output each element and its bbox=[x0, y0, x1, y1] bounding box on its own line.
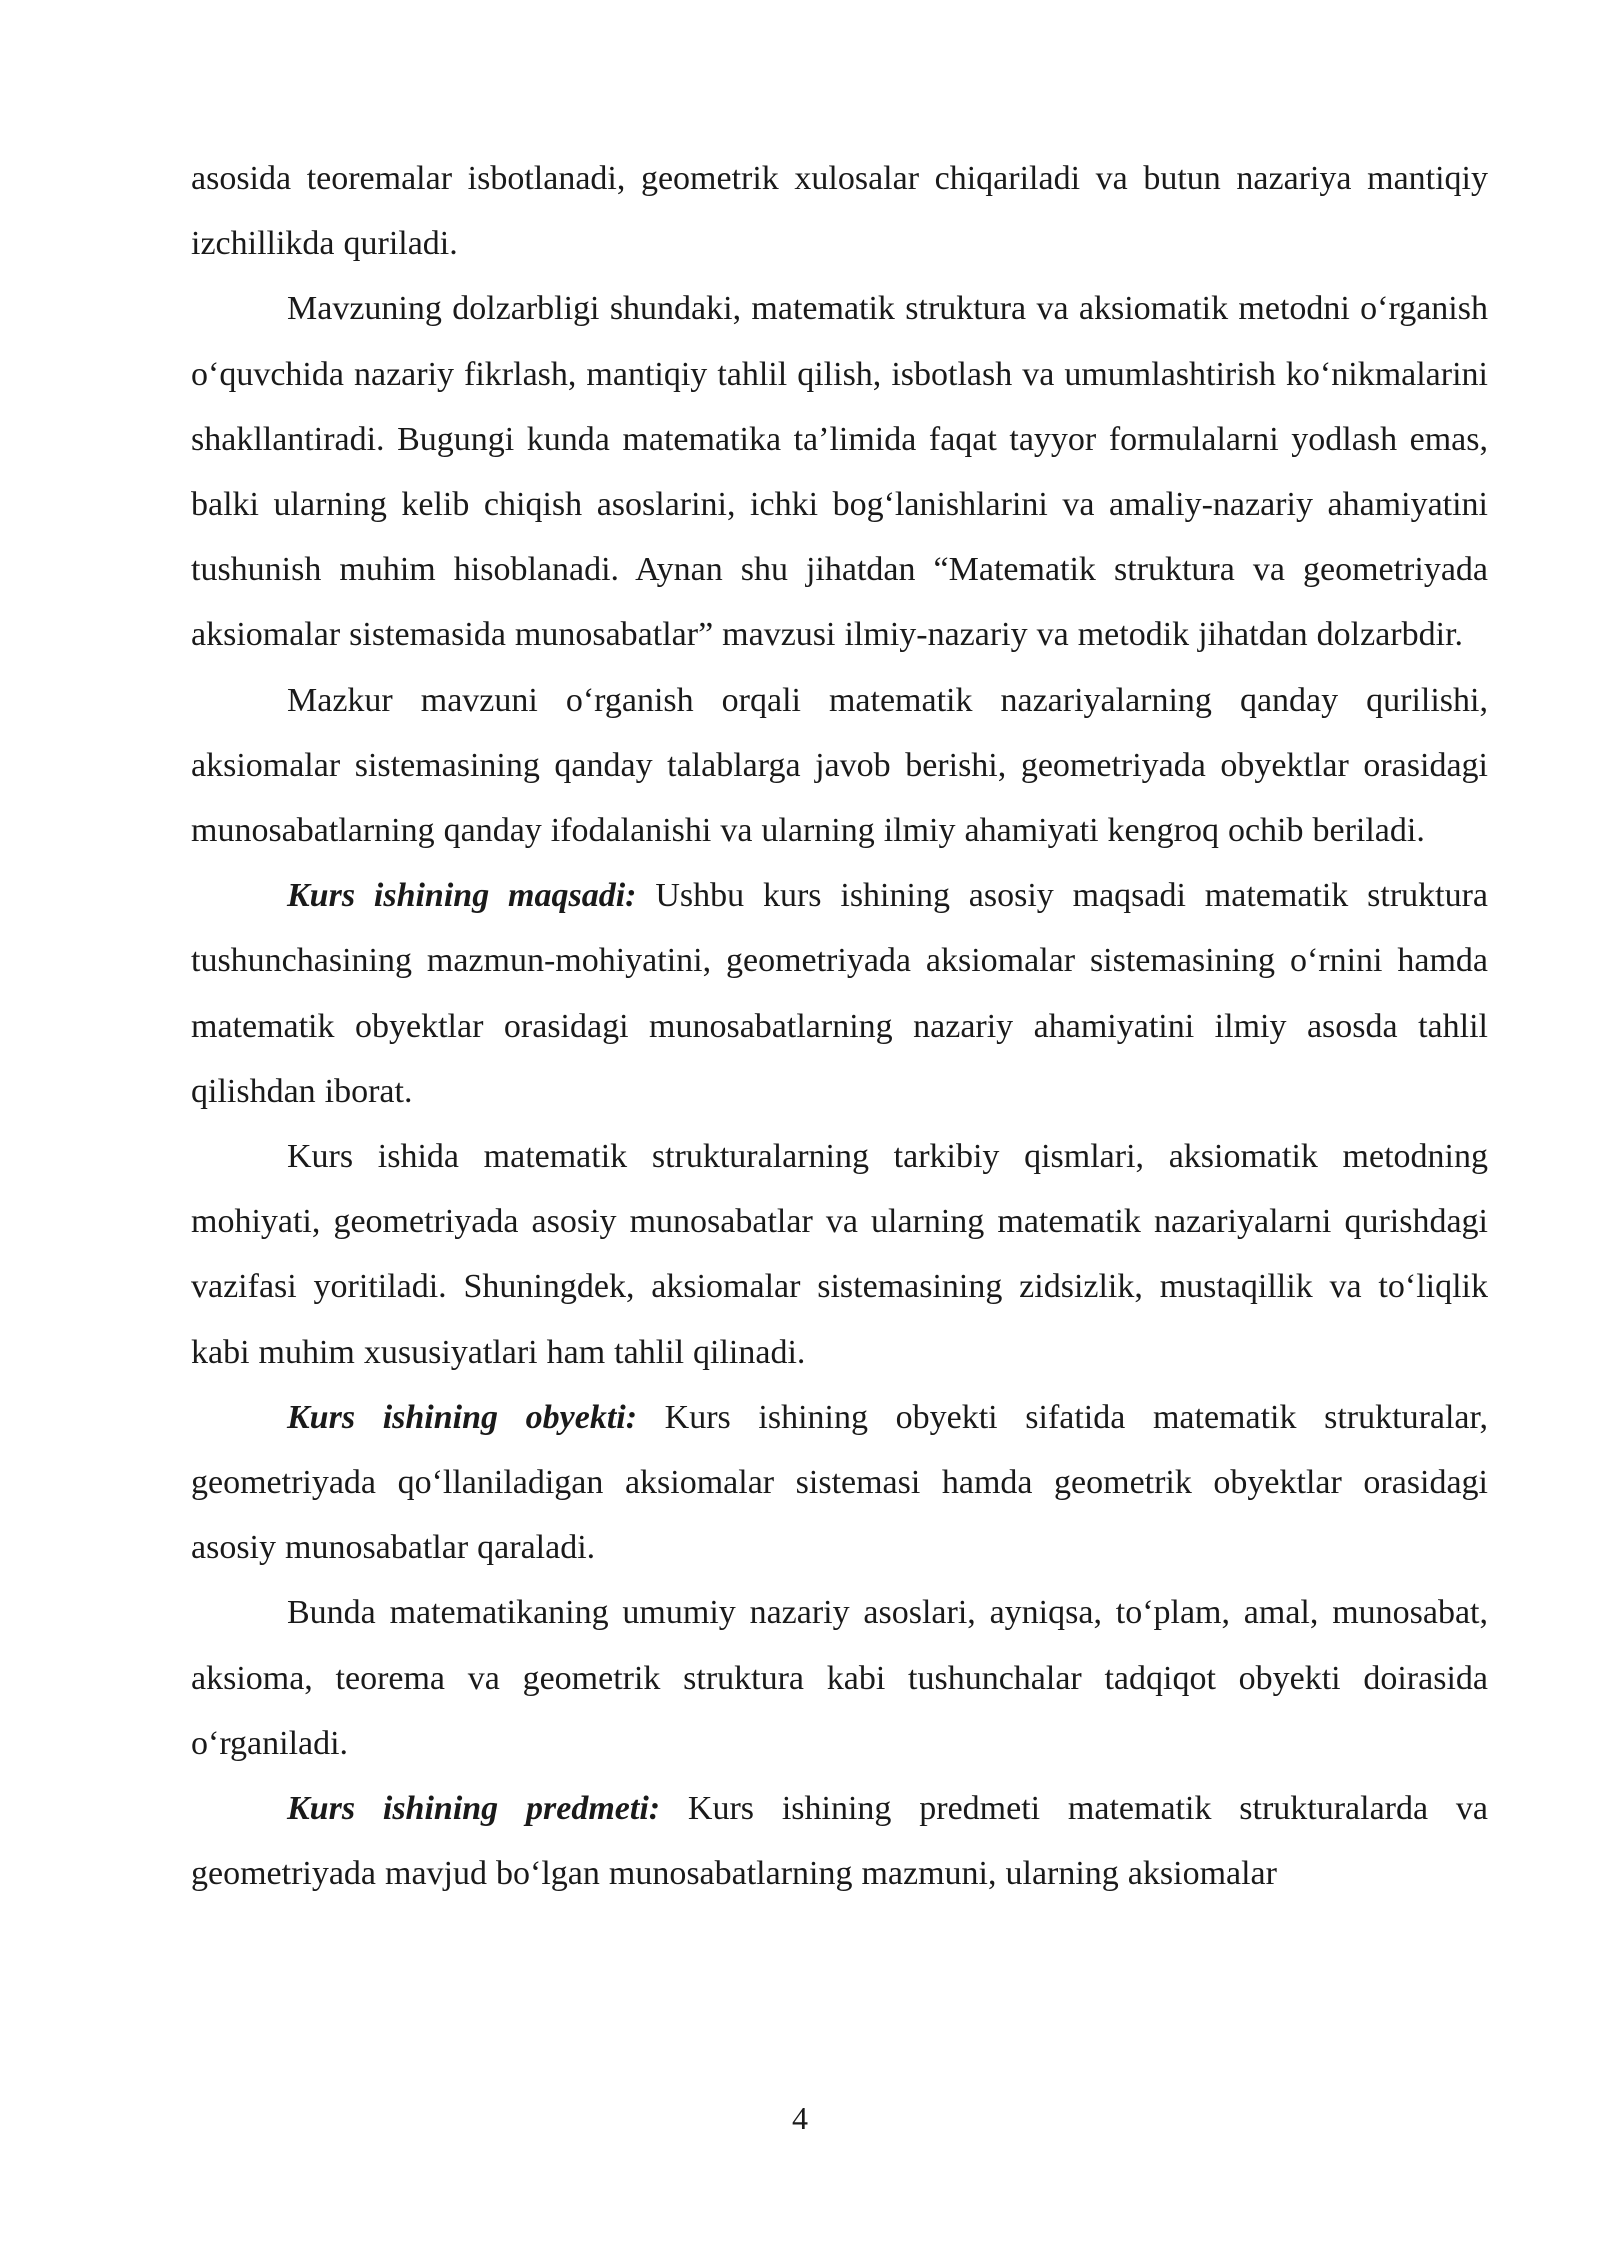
page-number: 4 bbox=[792, 2100, 808, 2136]
paragraph-text: Mazkur mavzuni o‘rganish orqali matematik nazariyalarning qanday qurilishi, aksiomalar sistemasining qanday talablarga javob berishi, geometriyada obyektlar orasidagi munosabatlarning qanday ifodalanishi va ularning ilmiy ahamiyati kengroq ochib beriladi. bbox=[191, 681, 1488, 850]
paragraph-lead-goal: Kurs ishining maqsadi: bbox=[287, 877, 637, 915]
paragraph-object bbox=[191, 1385, 1488, 1581]
paragraph-text: Kurs ishida matematik strukturalarning tarkibiy qismlari, aksiomatik metodning mohiyati, geometriyada asosiy munosabatlar va ularning matematik nazariyalarni qurishdagi vazifasi yoritiladi. Shuningdek, aksiomalar sistemasining zidsizlik, mustaqillik va to‘liqlik kabi muhim xususiyatlari ham tahlil qilinadi. bbox=[191, 1138, 1488, 1371]
paragraph-subject bbox=[191, 1776, 1488, 1906]
paragraph-text: asosida teoremalar isbotlanadi, geometrik xulosalar chiqariladi va butun nazariya mantiqiy izchillikda quriladi. bbox=[191, 160, 1488, 263]
paragraph-text: Kurs ishining predmeti matematik strukturalarda va geometriyada mavjud bo‘lgan munosabatlarning mazmuni, ularning aksiomalar bbox=[191, 1790, 1488, 1893]
paragraph-intro-continuation bbox=[191, 146, 1488, 276]
paragraph-text: Bunda matematikaning umumiy nazariy asoslari, ayniqsa, to‘plam, amal, munosabat, aksioma, teorema va geometrik struktura kabi tushunchalar tadqiqot obyekti doirasida o‘rganiladi. bbox=[191, 1594, 1488, 1762]
paragraph-lead-object: Kurs ishining obyekti: bbox=[287, 1398, 638, 1436]
paragraph-content-overview bbox=[191, 1124, 1488, 1385]
paragraph-text: Mavzuning dolzarbligi shundaki, matematik struktura va aksiomatik metodni o‘rganish o‘quvchida nazariy fikrlash, mantiqiy tahlil qilish, isbotlash va umumlashtirish ko‘nikmalarini shakllantiradi. Bugungi kunda matematika ta’limida faqat tayyor formulalarni yodlash emas, balki ularning kelib chiqish asoslarini, ichki bog‘lanishlarini va amaliy-nazariy ahamiyatini tushunish muhim hisoblanadi. Aynan shu jihatdan “Matematik struktura va geometriyada aksiomalar sistemasida munosabatlar” mavzusi ilmiy-nazariy va metodik jihatdan dolzarbdir. bbox=[191, 290, 1488, 654]
paragraph-lead-subject: Kurs ishining predmeti: bbox=[287, 1790, 661, 1828]
paragraph-text: Kurs ishining obyekti sifatida matematik strukturalar, geometriyada qo‘llaniladigan aksiomalar sistemasi hamda geometrik obyektlar orasidagi asosiy munosabatlar qaraladi. bbox=[191, 1398, 1488, 1567]
paragraph-goal bbox=[191, 863, 1488, 1124]
paragraph-study-scope bbox=[191, 668, 1488, 864]
paragraph-text: Ushbu kurs ishining asosiy maqsadi matematik struktura tushunchasining mazmun-mohiyatini, geometriyada aksiomalar sistemasining o‘rnini hamda matematik obyektlar orasidagi munosabatlarning nazariy ahamiyatini ilmiy asosda tahlil qilishdan iborat. bbox=[191, 877, 1489, 1110]
paragraph-object-details bbox=[191, 1580, 1488, 1776]
document-page bbox=[191, 146, 1488, 1906]
paragraph-relevance bbox=[191, 276, 1488, 667]
